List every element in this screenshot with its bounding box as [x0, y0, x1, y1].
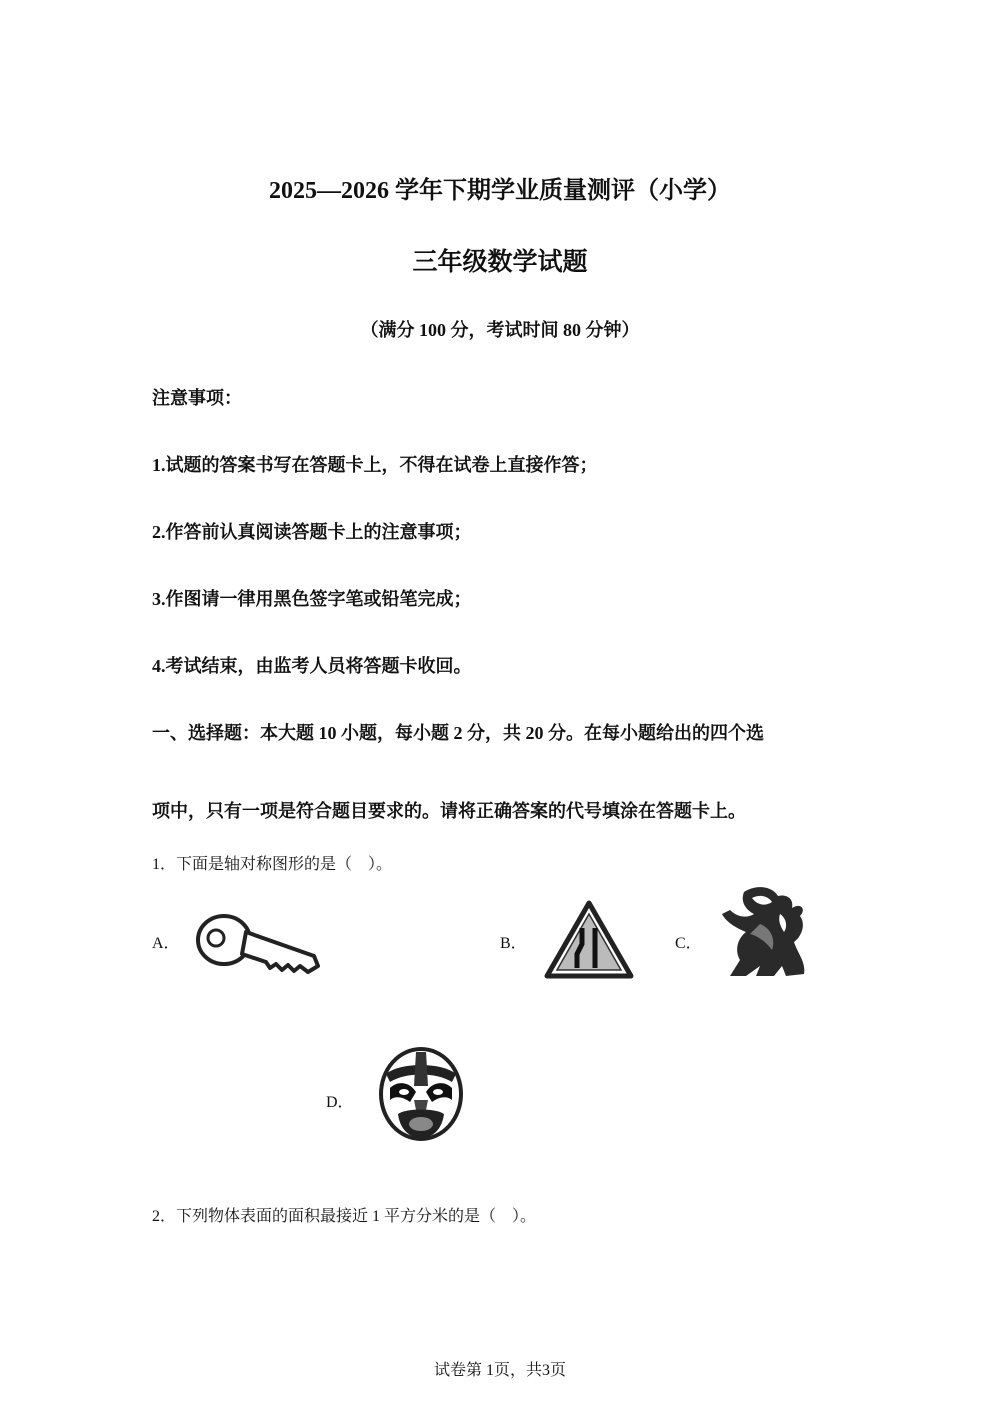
lion-emblem-icon	[716, 884, 808, 980]
notice-heading: 注意事项：	[152, 388, 242, 408]
exam-title: 2025—2026 学年下期学业质量测评（小学）	[269, 178, 731, 204]
question-1: 1．下面是轴对称图形的是（ ）。	[152, 856, 393, 873]
section1-line1: 一、选择题：本大题 10 小题，每小题 2 分，共 20 分。在每小题给出的四个选	[152, 723, 764, 743]
notice-item-3: 3.作图请一律用黑色签字笔或铅笔完成；	[152, 589, 472, 609]
key-icon	[196, 908, 322, 978]
exam-info: （满分 100 分，考试时间 80 分钟）	[360, 320, 640, 340]
notice-item-2: 2.作答前认真阅读答题卡上的注意事项；	[152, 522, 472, 542]
road-narrows-sign-icon	[545, 900, 633, 978]
page-footer: 试卷第 1页，共3页	[433, 1362, 566, 1379]
notice-item-1: 1.试题的答案书写在答题卡上，不得在试卷上直接作答；	[152, 455, 598, 475]
option-a-label: A．	[152, 935, 180, 952]
question-2: 2．下列物体表面的面积最接近 1 平方分米的是（ ）。	[152, 1208, 537, 1225]
option-c-label: C．	[675, 935, 702, 952]
opera-mask-icon	[376, 1044, 466, 1142]
option-b-label: B．	[500, 935, 527, 952]
option-d-label: D．	[326, 1094, 354, 1111]
notice-item-4: 4.考试结束，由监考人员将答题卡收回。	[152, 656, 472, 676]
exam-subtitle: 三年级数学试题	[412, 249, 588, 276]
section1-line2: 项中，只有一项是符合题目要求的。请将正确答案的代号填涂在答题卡上。	[152, 801, 746, 821]
